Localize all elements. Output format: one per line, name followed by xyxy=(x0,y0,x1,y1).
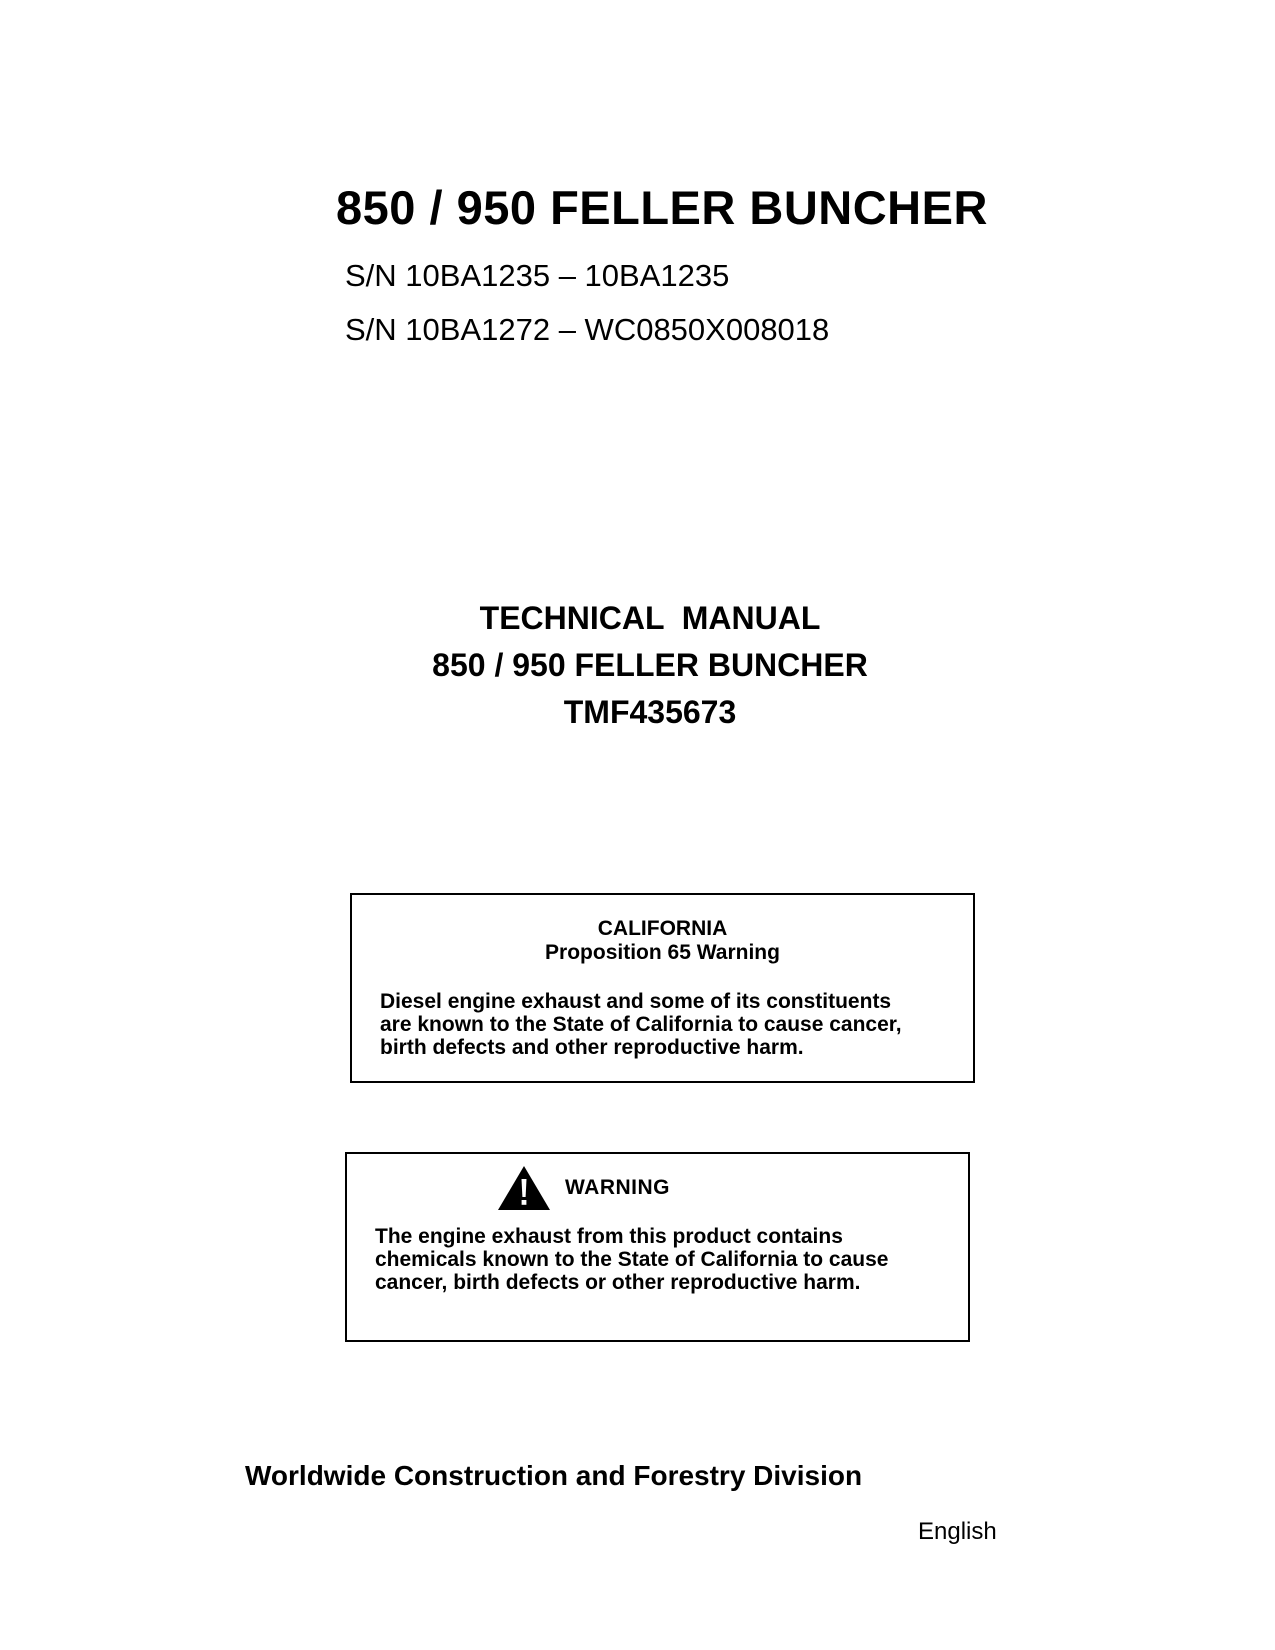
manual-model: 850 / 950 FELLER BUNCHER xyxy=(432,647,868,683)
prop65-body xyxy=(380,990,902,1059)
manual-title-block xyxy=(330,595,970,736)
manual-type: TECHNICAL MANUAL xyxy=(479,600,821,636)
prop65-heading xyxy=(352,917,973,965)
prop65-heading-state: CALIFORNIA xyxy=(597,917,728,940)
prop65-heading-title: Proposition 65 Warning xyxy=(545,941,780,964)
prop65-warning-box xyxy=(350,893,975,1083)
prop65-body-line-3: birth defects and other reproductive harm. xyxy=(380,1036,804,1059)
prop65-body-line-1: Diesel engine exhaust and some of its constituents xyxy=(380,990,892,1013)
language-label: English xyxy=(918,1518,997,1545)
division-name: Worldwide Construction and Forestry Division xyxy=(245,1460,863,1491)
manual-number: TMF435673 xyxy=(563,694,737,730)
prop65-body-line-2: are known to the State of California to cause cancer, xyxy=(380,1013,902,1036)
engine-exhaust-warning-box xyxy=(345,1152,970,1342)
warning-header xyxy=(497,1164,670,1212)
warning-title: WARNING xyxy=(565,1176,670,1199)
serial-range-2: S/N 10BA1272 – WC0850X008018 xyxy=(345,312,830,347)
document-title: 850 / 950 FELLER BUNCHER xyxy=(336,181,988,234)
warning-body-line-1: The engine exhaust from this product contains xyxy=(375,1225,843,1248)
warning-body-line-3: cancer, birth defects or other reproductive harm. xyxy=(375,1271,861,1294)
serial-range-1: S/N 10BA1235 – 10BA1235 xyxy=(345,258,730,293)
warning-triangle-icon xyxy=(497,1165,551,1211)
warning-body-line-2: chemicals known to the State of California to cause xyxy=(375,1248,889,1271)
warning-body xyxy=(375,1225,888,1294)
